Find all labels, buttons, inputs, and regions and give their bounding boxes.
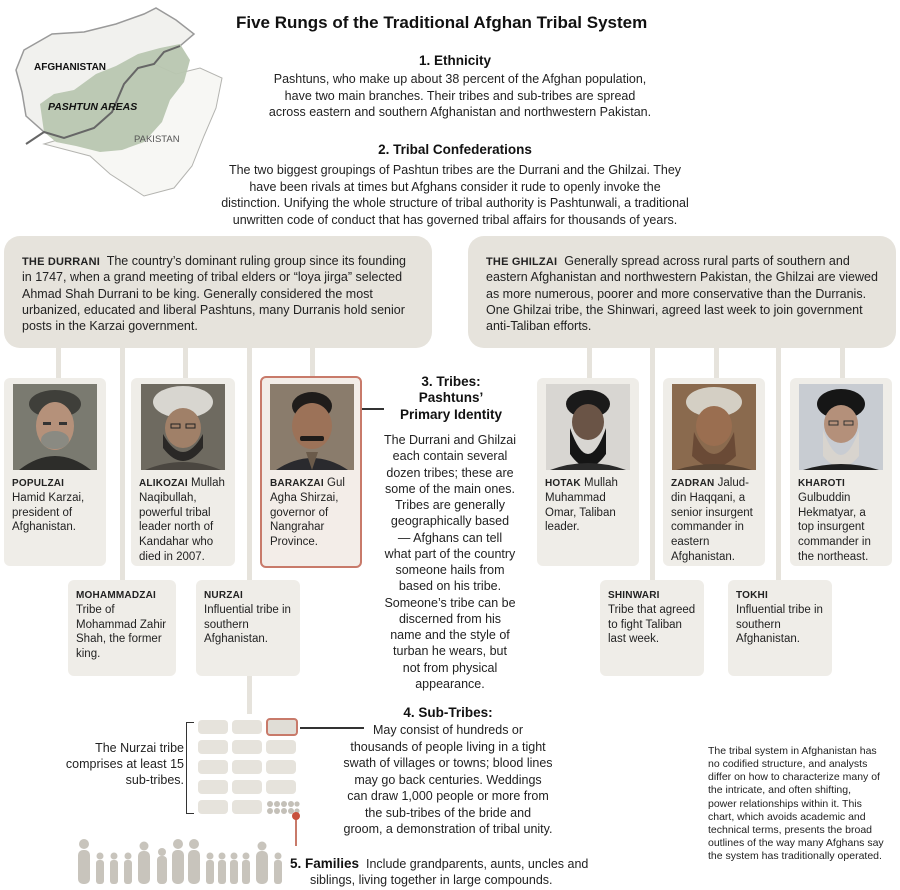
- ghilzai-label: THE GHILZAI: [486, 256, 558, 268]
- portrait-hekmatyar: [799, 384, 883, 470]
- subtribe-cell: [198, 780, 228, 794]
- family-pointer-line: [295, 818, 297, 846]
- subtribes-text: May consist of hundreds or thousands of people living in a tight swath of villages or towns; blood lines may go back centuries. Weddings can draw 1,000 people or more from the sub-tribes of the bride and groom, a demonstration of tribal unity.: [343, 723, 553, 836]
- subtribe-cell: [266, 740, 296, 754]
- subtribe-cell: [232, 760, 262, 774]
- connector: [247, 346, 252, 582]
- connector: [56, 346, 61, 380]
- family-marker-dot: [292, 812, 300, 820]
- tribe-card-shinwari: SHINWARI Tribe that agreed to fight Taliban last week.: [600, 580, 704, 676]
- nurzai-note: The Nurzai tribe comprises at least 15 sub-tribes.: [65, 741, 184, 787]
- subtribe-cell: [266, 760, 296, 774]
- tribe-card-alikozai: ALIKOZAI Mullah Naqibullah, powerful tribal leader north of Kandahar who died in 2007.: [131, 378, 235, 566]
- portrait-naqibullah: [141, 384, 225, 470]
- subtribe-cell: [232, 800, 262, 814]
- durrani-label: THE DURRANI: [22, 256, 100, 268]
- connector: [183, 346, 188, 380]
- ethnicity-text: Pashtuns, who make up about 38 percent of the Afghan population, have two main branches. Their tribes and sub-tribes are spread across eastern and southern Afghanistan and northwestern Pakistan.: [268, 72, 652, 119]
- subtribe-cell: [198, 720, 228, 734]
- subtribes-heading: 4. Sub-Tribes:: [403, 705, 493, 720]
- connector: [587, 346, 592, 380]
- tribe-card-zadran: ZADRAN Jalud-din Haqqani, a senior insurgent commander in eastern Afghanistan.: [663, 378, 765, 566]
- subtribe-cell: [232, 780, 262, 794]
- subtribe-cell: [198, 760, 228, 774]
- portrait-omar: [546, 384, 630, 470]
- ghilzai-text: Generally spread across rural parts of southern and eastern Afghanistan and northwestern Pakistan, the Ghilzai are viewed as more numerous, poorer and more conservative than the Durranis. One Ghilzai tribe, the Shinwari, agreed last week to join government anti-Taliban efforts.: [486, 254, 878, 334]
- subtribe-cell: [198, 800, 228, 814]
- subtribe-cell: [266, 780, 296, 794]
- subtribe-cell-highlight: [266, 718, 298, 736]
- connector: [650, 346, 655, 582]
- analyst-note: The tribal system in Afghanistan has no codified structure, and analysts differ on how to characterize many of the intricate, and often shifting, power relationships within it. This chart, which avoids academic and technical terms, presents the broad outlines of the way many Afghans say the system has traditionally operated.: [708, 745, 884, 862]
- family-figures: [74, 838, 290, 888]
- tribe-card-mohammadzai: MOHAMMADZAI Tribe of Mohammad Zahir Shah, the former king.: [68, 580, 176, 676]
- nurzai-bracket: [186, 722, 194, 814]
- connector: [247, 676, 252, 714]
- tribe-card-kharoti: KHAROTI Gulbuddin Hekmatyar, a top insurgent commander in the northeast.: [790, 378, 892, 566]
- connector: [776, 346, 781, 582]
- connector: [840, 346, 845, 380]
- tribes-text: The Durrani and Ghilzai each contain several dozen tribes; these are some of the main ones. Tribes are generally geographically based — Afghans can tell what part of the country someone hails from based on his tribe. Someone’s tribe can be discerned from his name and the style of turban he wears, but not from physical appearance.: [383, 433, 516, 691]
- page-title: Five Rungs of the Traditional Afghan Tribal System: [236, 13, 648, 32]
- portrait-haqqani: [672, 384, 756, 470]
- confederations-text: The two biggest groupings of Pashtun tribes are the Durrani and the Ghilzai. They have been rivals at times but Afghans consider it rude to openly invoke the distinction. Unifying the whole structure of tribal authority is Pashtunwali, a traditional unwritten code of conduct that has governed tribal affairs for thousands of years.: [221, 163, 689, 227]
- durrani-text: The country’s dominant ruling group since its founding in 1747, when a grand meeting of tribal elders or “loya jirga” selected Ahmad Shah Durrani to be king. Generally considered the most urbanized, educated and liberal Pashtuns, many Durranis hold senior posts in the Karzai government.: [22, 254, 406, 334]
- portrait-shirzai: [270, 384, 354, 470]
- durrani-box: [4, 236, 432, 348]
- tribe-card-hotak: HOTAK Mullah Muhammad Omar, Taliban leader.: [537, 378, 639, 566]
- connector: [120, 346, 125, 582]
- subtribe-cell: [232, 740, 262, 754]
- map-label-afghanistan: AFGHANISTAN: [34, 62, 107, 73]
- tribe-card-populzai: POPULZAI Hamid Karzai, president of Afghanistan.: [4, 378, 106, 566]
- map-label-pakistan: PAKISTAN: [134, 134, 180, 145]
- tribes-heading: 3. Tribes: Pashtuns’ Primary Identity: [399, 374, 503, 422]
- families-text: 5. Families Include grandparents, aunts, uncles and siblings, living together in large compounds.: [290, 856, 589, 888]
- tribe-card-tokhi: TOKHI Influential tribe in southern Afghanistan.: [728, 580, 832, 676]
- connector: [310, 346, 315, 376]
- tribe-card-nurzai: NURZAI Influential tribe in southern Afghanistan.: [196, 580, 300, 676]
- connector: [714, 346, 719, 380]
- tribe-card-barakzai: BARAKZAI Gul Agha Shirzai, governor of Nangrahar Province.: [260, 376, 362, 568]
- ghilzai-box: [468, 236, 896, 348]
- map-label-pashtun: PASHTUN AREAS: [48, 101, 138, 113]
- confederations-heading: 2. Tribal Confederations: [378, 142, 532, 157]
- ethnicity-heading: 1. Ethnicity: [418, 53, 491, 68]
- families-heading: 5. Families: [290, 856, 360, 871]
- subtribe-cell: [232, 720, 262, 734]
- portrait-karzai: [13, 384, 97, 470]
- subtribe-cell: [198, 740, 228, 754]
